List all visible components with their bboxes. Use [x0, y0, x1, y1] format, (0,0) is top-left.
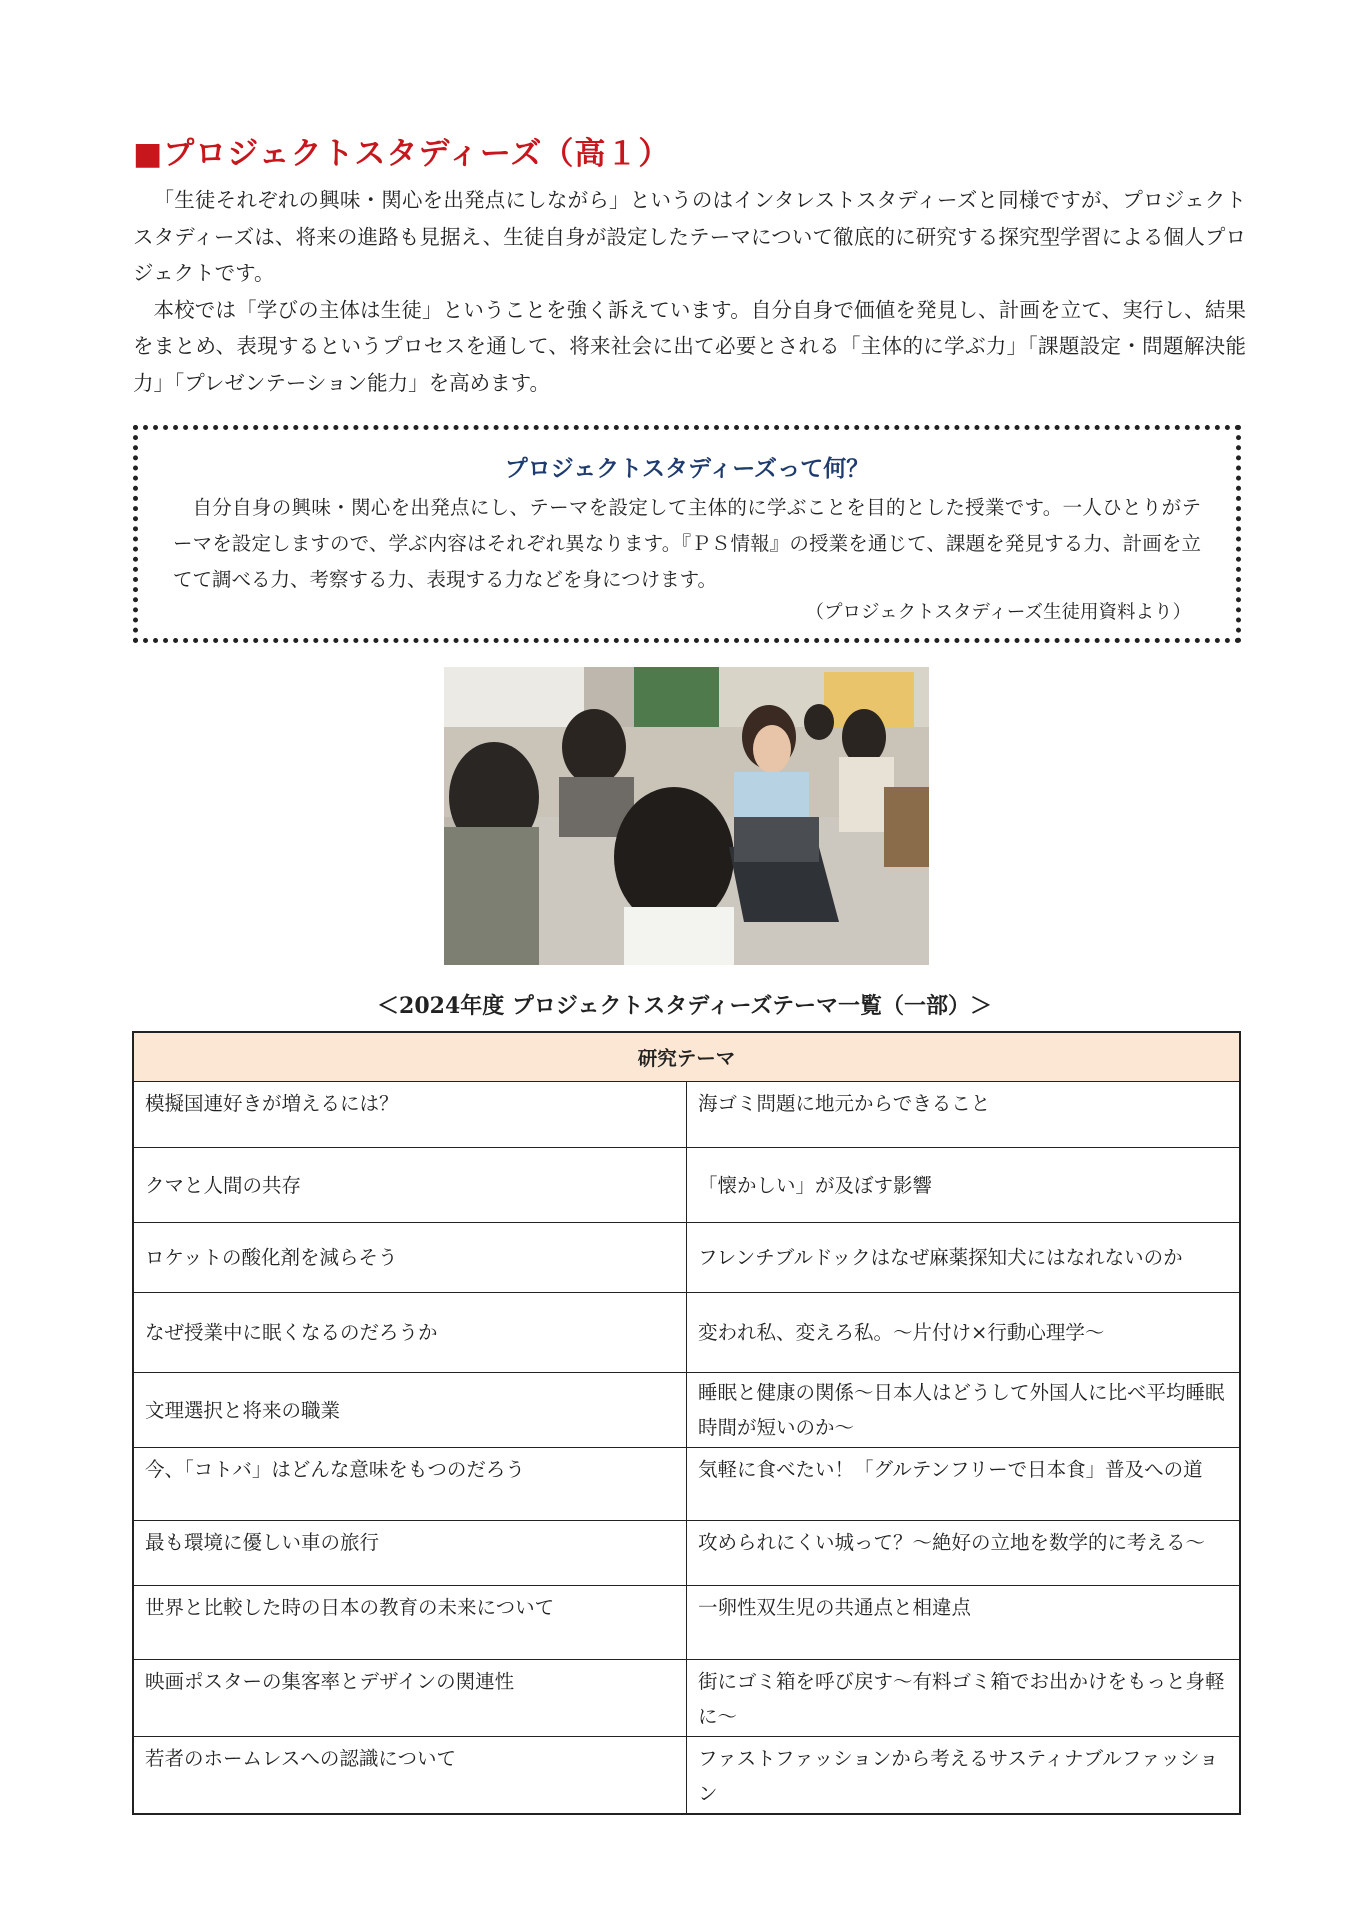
table-cell: 世界と比較した時の日本の教育の未来について [133, 1586, 687, 1660]
section-heading: ■プロジェクトスタディーズ（高１） [133, 136, 671, 172]
callout-body: 自分自身の興味・関心を出発点にし、テーマを設定して主体的に学ぶことを目的とした授業です。一人ひとりがテーマを設定しますので、学ぶ内容はそれぞれ異なります。『ＰＳ情報』の授業を通じて、課題を発見する力、計画を立てて調べる力、考察する力、表現する力などを身につけます。 [173, 496, 1201, 591]
classroom-photo-illustration [444, 667, 929, 965]
table-cell: 「懐かしい」が及ぼす影響 [687, 1148, 1241, 1223]
table-header: 研究テーマ [133, 1032, 1240, 1082]
table-cell: 気軽に食べたい！「グルテンフリーで日本食」普及への道 [687, 1448, 1241, 1521]
intro-text [133, 182, 1246, 401]
table-cell: 最も環境に優しい車の旅行 [133, 1521, 687, 1586]
table-row [133, 1373, 1240, 1448]
table-cell: 若者のホームレスへの認識について [133, 1737, 687, 1815]
table-cell: ロケットの酸化剤を減らそう [133, 1223, 687, 1293]
classroom-photo [444, 667, 929, 965]
table-cell: 模擬国連好きが増えるには？ [133, 1082, 687, 1148]
table-cell: 今、「コトバ」はどんな意味をもつのだろう [133, 1448, 687, 1521]
intro-paragraph-1: 「生徒それぞれの興味・関心を出発点にしながら」というのはインタレストスタディーズと同様ですが、プロジェクトスタディーズは、将来の進路も見据え、生徒自身が設定したテーマについて徹底的に研究する探究型学習による個人プロジェクトです。 [133, 188, 1246, 285]
table-cell: 変われ私、変えろ私。～片付け×行動心理学～ [687, 1293, 1241, 1373]
table-cell: 文理選択と将来の職業 [133, 1373, 687, 1448]
callout-box [133, 425, 1241, 643]
callout-source: （プロジェクトスタディーズ生徒用資料より） [805, 602, 1191, 623]
table-cell: ファストファッションから考えるサスティナブルファッション [687, 1737, 1241, 1815]
table-row [133, 1660, 1240, 1737]
table-cell: 海ゴミ問題に地元からできること [687, 1082, 1241, 1148]
table-cell: なぜ授業中に眠くなるのだろうか [133, 1293, 687, 1373]
table-row [133, 1521, 1240, 1586]
table-row [133, 1293, 1240, 1373]
table-row [133, 1223, 1240, 1293]
table-caption: ＜2024年度 プロジェクトスタディーズテーマ一覧（一部）＞ [377, 993, 992, 1019]
research-theme-table [132, 1031, 1241, 1815]
table-row [133, 1737, 1240, 1815]
table-row [133, 1082, 1240, 1148]
callout-title: プロジェクトスタディーズって何？ [504, 456, 870, 482]
table-row [133, 1448, 1240, 1521]
table-cell: 睡眠と健康の関係～日本人はどうして外国人に比べ平均睡眠時間が短いのか～ [687, 1373, 1241, 1448]
table-cell: 街にゴミ箱を呼び戻す～有料ゴミ箱でお出かけをもっと身軽に～ [687, 1660, 1241, 1737]
table-cell: 映画ポスターの集客率とデザインの関連性 [133, 1660, 687, 1737]
table-cell: 一卵性双生児の共通点と相違点 [687, 1586, 1241, 1660]
intro-paragraph-2: 本校では「学びの主体は生徒」ということを強く訴えています。自分自身で価値を発見し、計画を立て、実行し、結果をまとめ、表現するというプロセスを通して、将来社会に出て必要とされる「主体的に学ぶ力」「課題設定・問題解決能力」「プレゼンテーション能力」を高めます。 [133, 297, 1246, 395]
table-row [133, 1148, 1240, 1223]
table-cell: 攻められにくい城って？～絶好の立地を数学的に考える～ [687, 1521, 1241, 1586]
table-row [133, 1586, 1240, 1660]
table-cell: クマと人間の共存 [133, 1148, 687, 1223]
table-cell: フレンチブルドックはなぜ麻薬探知犬にはなれないのか [687, 1223, 1241, 1293]
